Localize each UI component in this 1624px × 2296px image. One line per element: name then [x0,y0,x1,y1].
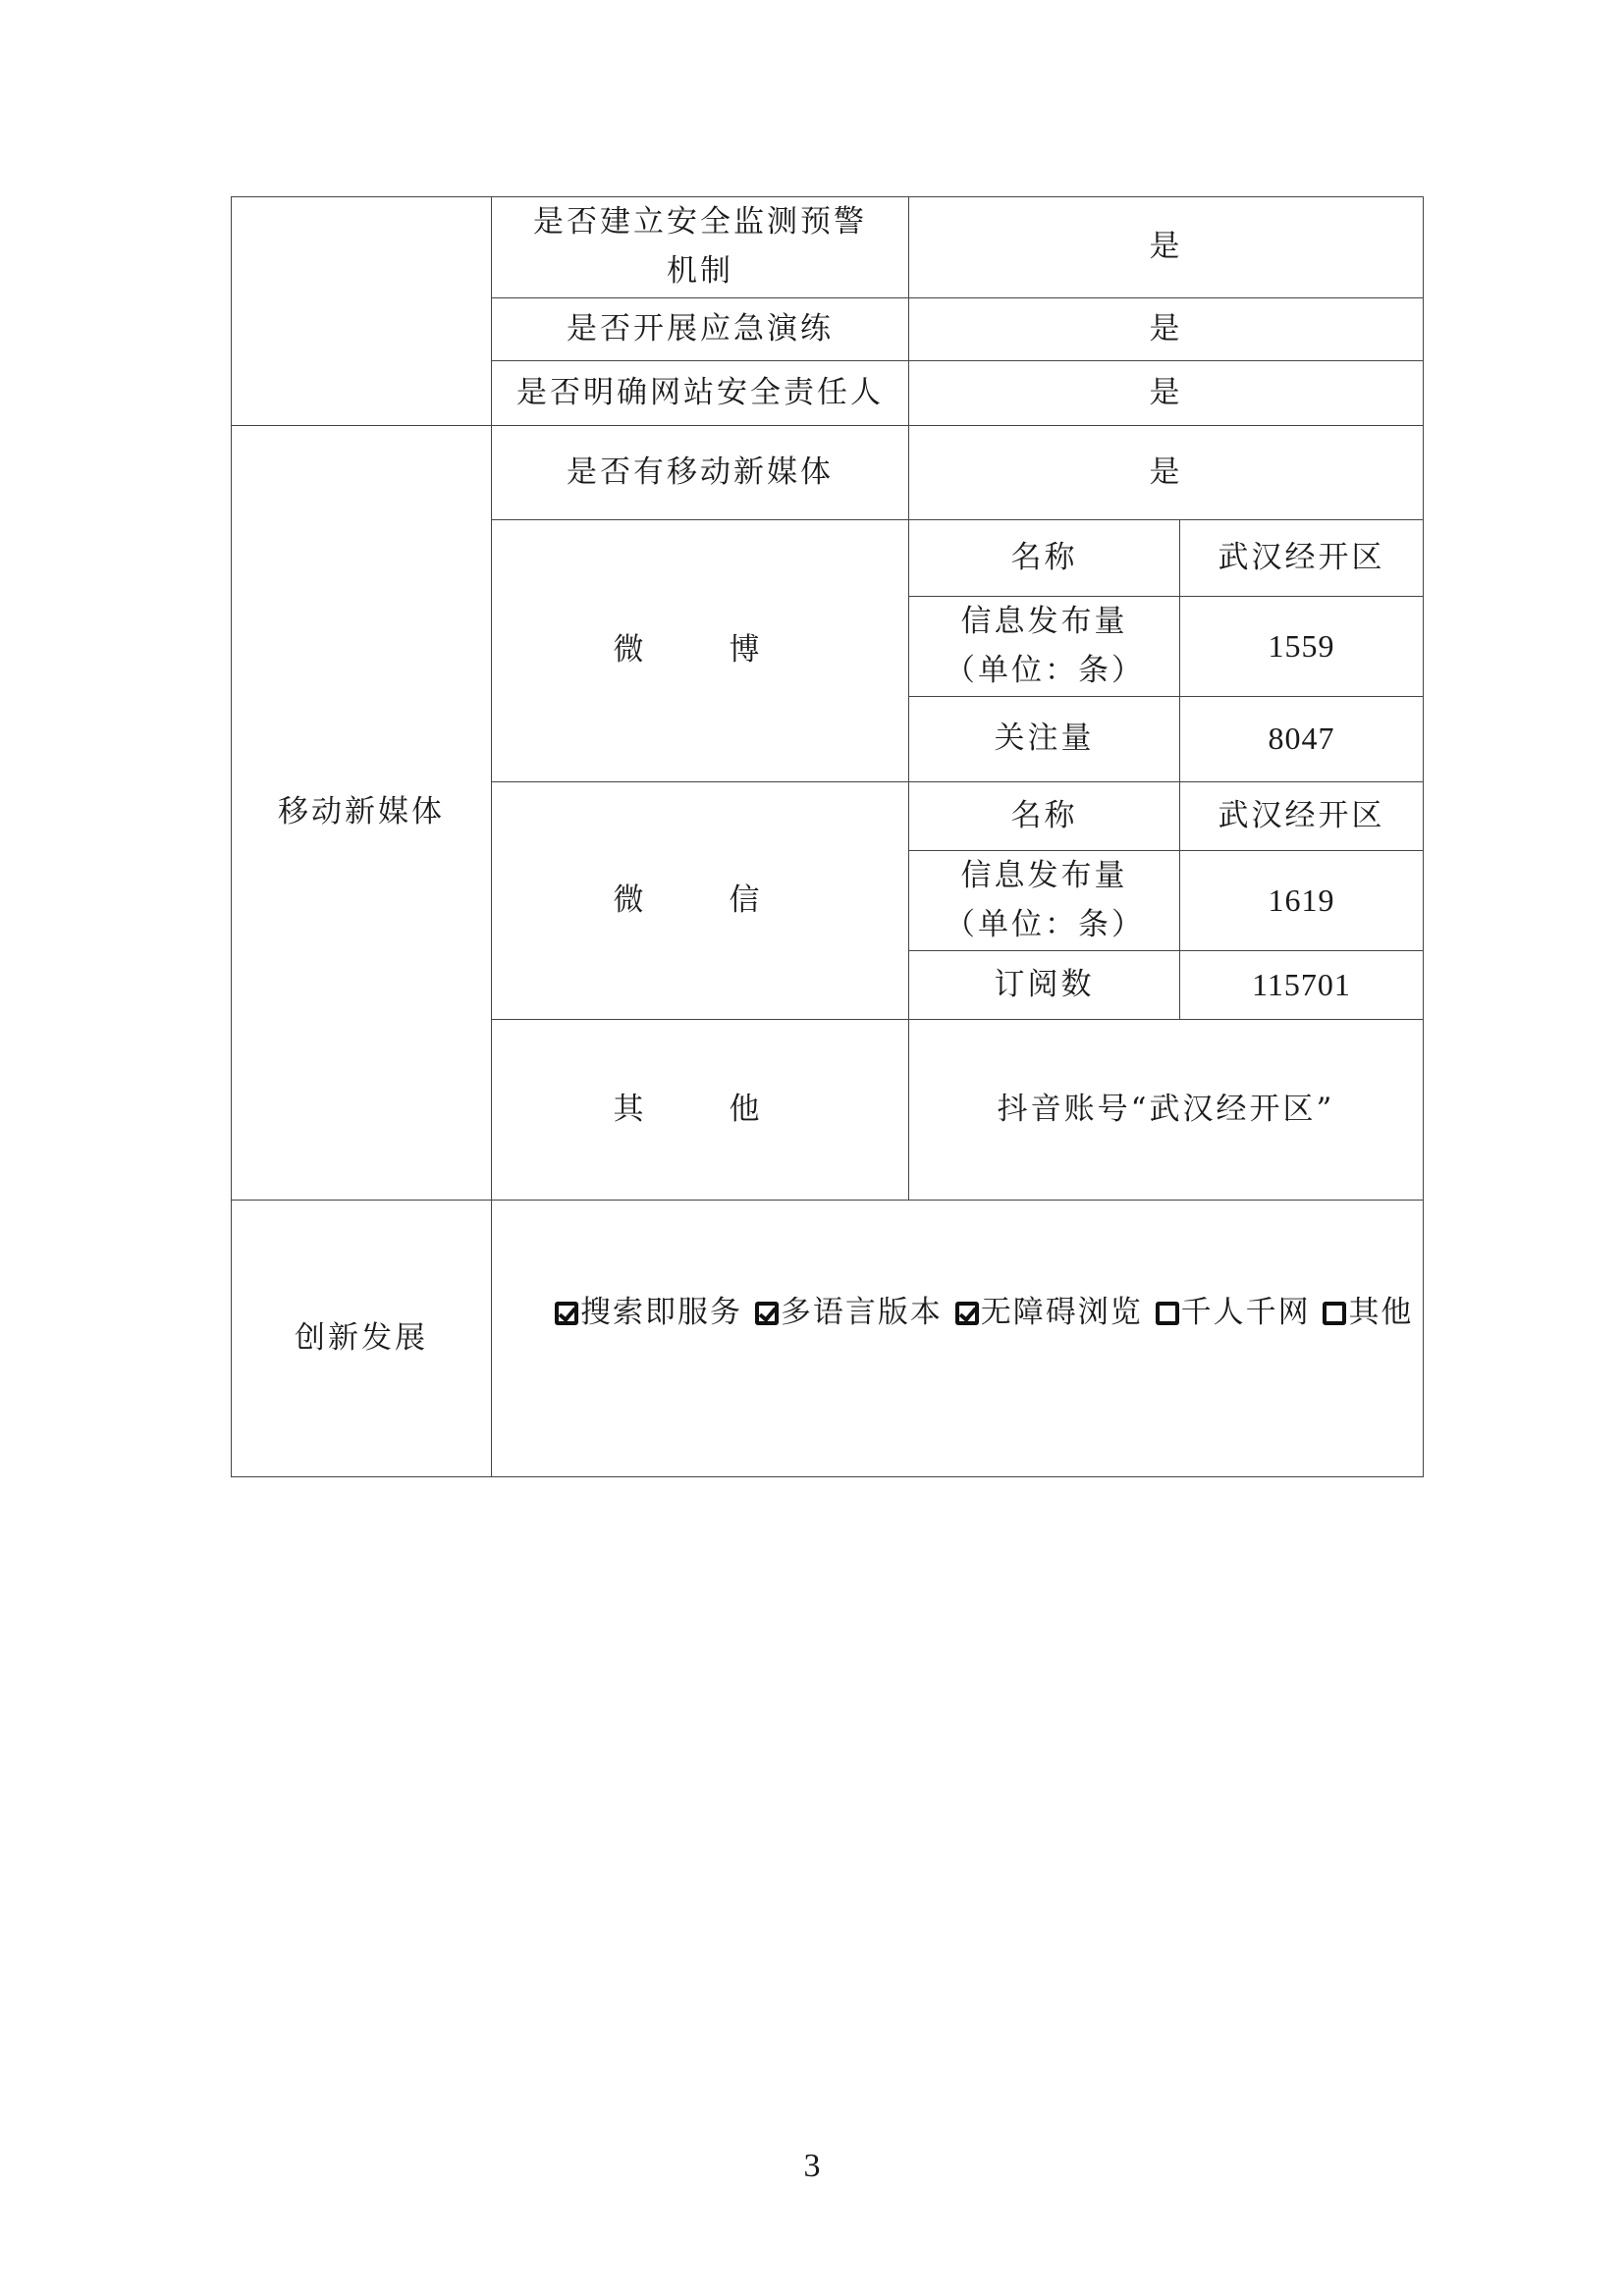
innovation-option-label: 搜索即服务 [580,1295,742,1330]
wechat-name-label: 名称 [909,782,1180,851]
checkbox-checked-icon[interactable] [555,1302,578,1325]
table-row [232,1201,1424,1477]
weibo-name-label: 名称 [909,520,1180,597]
innovation-option [555,1295,755,1330]
weibo-followers-value: 8047 [1180,697,1424,782]
security-section-cell [232,197,492,426]
responsible-label: 是否明确网站安全责任人 [492,361,909,426]
innovation-option-label: 其他 [1348,1295,1414,1330]
innovation-option-label: 无障碍浏览 [980,1295,1143,1330]
other-label: 其 他 [492,1020,909,1201]
wechat-label: 微 信 [492,782,909,1020]
has-media-value: 是 [909,426,1424,520]
innovation-option-label: 千人千网 [1180,1295,1311,1330]
innovation-option [755,1295,955,1330]
checkbox-checked-icon[interactable] [755,1302,779,1325]
other-value: 抖音账号“武汉经开区” [909,1020,1424,1201]
innovation-option-label: 多语言版本 [780,1295,943,1330]
innovation-section-label: 创新发展 [232,1201,492,1477]
weibo-name-value: 武汉经开区 [1180,520,1424,597]
table-row [232,426,1424,520]
innovation-option [955,1295,1156,1330]
checkbox-unchecked-icon[interactable] [1323,1302,1346,1325]
responsible-value: 是 [909,361,1424,426]
table-row [232,197,1424,298]
has-media-label: 是否有移动新媒体 [492,426,909,520]
checkbox-unchecked-icon[interactable] [1156,1302,1179,1325]
innovation-option [1323,1295,1413,1330]
monitoring-label: 是否建立安全监测预警机制 [492,197,909,298]
report-table [231,196,1424,1477]
wechat-subscribers-value: 115701 [1180,951,1424,1020]
wechat-name-value: 武汉经开区 [1180,782,1424,851]
drill-value: 是 [909,298,1424,361]
drill-label: 是否开展应急演练 [492,298,909,361]
page-number: 3 [803,2148,821,2184]
innovation-option [1156,1295,1324,1330]
weibo-followers-label: 关注量 [909,697,1180,782]
wechat-subscribers-label: 订阅数 [909,951,1180,1020]
weibo-label: 微 博 [492,520,909,782]
wechat-posts-label: 信息发布量（单位：条） [909,851,1180,951]
checkbox-checked-icon[interactable] [955,1302,979,1325]
wechat-posts-value: 1619 [1180,851,1424,951]
weibo-posts-value: 1559 [1180,597,1424,697]
mobile-media-section-label: 移动新媒体 [232,426,492,1201]
monitoring-value: 是 [909,197,1424,298]
innovation-options [492,1201,1424,1477]
weibo-posts-label: 信息发布量（单位：条） [909,597,1180,697]
